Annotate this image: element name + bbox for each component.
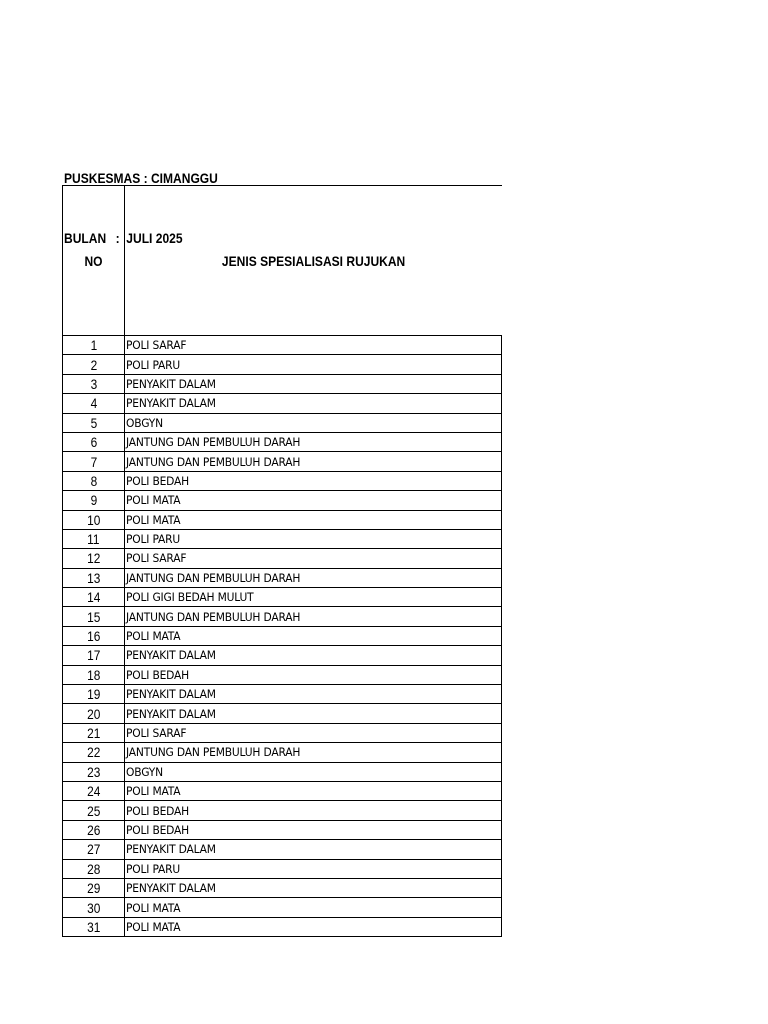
- row-number-cell: [63, 898, 125, 917]
- row-number-cell: [63, 878, 125, 897]
- table-row: [63, 743, 502, 762]
- row-number: 14: [86, 589, 101, 606]
- specialization-cell: [125, 529, 502, 548]
- table-row: [63, 820, 502, 839]
- row-number-cell: [63, 355, 125, 374]
- specialization-cell: [125, 355, 502, 374]
- row-number-cell: [63, 529, 125, 548]
- column-header-no-label: NO: [84, 252, 103, 269]
- specialization-name: PENYAKIT DALAM: [126, 881, 216, 896]
- specialization-cell: [125, 685, 502, 704]
- specialization-name: POLI MATA: [126, 900, 181, 915]
- row-number: 21: [86, 725, 101, 741]
- table-row: [63, 336, 502, 355]
- row-number-cell: [63, 859, 125, 878]
- specialization-cell: [125, 549, 502, 568]
- table-row: [63, 588, 502, 607]
- table-row: [63, 355, 502, 374]
- row-number: 30: [86, 899, 101, 916]
- specialization-name: POLI MATA: [126, 784, 181, 799]
- table-row: [63, 432, 502, 451]
- specialization-cell: [125, 781, 502, 800]
- row-number-cell: [63, 432, 125, 451]
- specialization-name: POLI GIGI BEDAH MULUT: [126, 590, 254, 605]
- specialization-cell: [125, 471, 502, 490]
- specialization-name: POLI BEDAH: [126, 803, 190, 818]
- row-number-cell: [63, 685, 125, 704]
- row-number-cell: [63, 471, 125, 490]
- table-row: [63, 607, 502, 626]
- specialization-name: PENYAKIT DALAM: [126, 706, 216, 721]
- table-row: [63, 374, 502, 393]
- row-number: 28: [86, 860, 101, 877]
- row-number: 9: [90, 492, 97, 509]
- column-header-no: [63, 186, 125, 336]
- puskesmas-value: CIMANGGU: [150, 170, 218, 186]
- specialization-cell: [125, 588, 502, 607]
- row-number: 31: [86, 918, 101, 935]
- row-number-cell: [63, 568, 125, 587]
- specialization-name: PENYAKIT DALAM: [126, 396, 216, 411]
- specialization-cell: [125, 432, 502, 451]
- row-number: 2: [90, 356, 97, 373]
- specialization-cell: [125, 840, 502, 859]
- row-number-cell: [63, 646, 125, 665]
- row-number: 20: [86, 705, 101, 722]
- specialization-name: POLI SARAF: [126, 551, 187, 566]
- column-header-jenis-label: JENIS SPESIALISASI RUJUKAN: [221, 252, 405, 269]
- row-number-cell: [63, 781, 125, 800]
- specialization-cell: [125, 452, 502, 471]
- specialization-name: JANTUNG DAN PEMBULUH DARAH: [126, 609, 301, 624]
- row-number: 15: [86, 608, 101, 625]
- row-number: 18: [86, 666, 101, 683]
- specialization-name: POLI BEDAH: [126, 822, 190, 837]
- row-number: 22: [86, 744, 101, 761]
- specialization-cell: [125, 646, 502, 665]
- bulan-separator: :: [115, 230, 127, 246]
- table-row: [63, 665, 502, 684]
- row-number-cell: [63, 665, 125, 684]
- row-number-cell: [63, 820, 125, 839]
- specialization-name: OBGYN: [126, 764, 163, 779]
- row-number-cell: [63, 743, 125, 762]
- row-number-cell: [63, 588, 125, 607]
- row-number-cell: [63, 374, 125, 393]
- row-number-cell: [63, 801, 125, 820]
- row-number-cell: [63, 394, 125, 413]
- row-number: 5: [90, 414, 97, 431]
- row-number-cell: [63, 491, 125, 510]
- specialization-cell: [125, 665, 502, 684]
- table-row: [63, 452, 502, 471]
- specialization-name: JANTUNG DAN PEMBULUH DARAH: [126, 570, 301, 585]
- row-number: 24: [86, 783, 101, 800]
- referral-table: [62, 185, 502, 937]
- row-number-cell: [63, 510, 125, 529]
- specialization-name: POLI BEDAH: [126, 473, 190, 488]
- specialization-cell: [125, 723, 502, 742]
- row-number: 27: [86, 841, 101, 858]
- table-row: [63, 878, 502, 897]
- specialization-name: PENYAKIT DALAM: [126, 687, 216, 702]
- specialization-cell: [125, 336, 502, 355]
- row-number-cell: [63, 413, 125, 432]
- specialization-name: POLI PARU: [126, 357, 181, 372]
- row-number: 1: [90, 337, 97, 354]
- table-row: [63, 685, 502, 704]
- table-row: [63, 646, 502, 665]
- specialization-name: JANTUNG DAN PEMBULUH DARAH: [126, 454, 301, 469]
- table-row: [63, 413, 502, 432]
- specialization-cell: [125, 491, 502, 510]
- puskesmas-separator: :: [140, 170, 151, 186]
- table-row: [63, 898, 502, 917]
- specialization-cell: [125, 510, 502, 529]
- specialization-cell: [125, 801, 502, 820]
- specialization-name: POLI PARU: [126, 532, 181, 547]
- table-row: [63, 781, 502, 800]
- row-number: 19: [86, 686, 101, 703]
- row-number-cell: [63, 626, 125, 645]
- table-row: [63, 801, 502, 820]
- table-row: [63, 549, 502, 568]
- row-number: 26: [86, 821, 101, 838]
- specialization-cell: [125, 704, 502, 723]
- specialization-name: PENYAKIT DALAM: [126, 842, 216, 857]
- specialization-cell: [125, 917, 502, 936]
- bulan-value: JULI 2025: [126, 230, 183, 246]
- specialization-cell: [125, 820, 502, 839]
- specialization-cell: [125, 568, 502, 587]
- row-number: 4: [90, 395, 97, 412]
- specialization-cell: [125, 374, 502, 393]
- row-number-cell: [63, 549, 125, 568]
- table-row: [63, 491, 502, 510]
- row-number-cell: [63, 704, 125, 723]
- specialization-name: POLI BEDAH: [126, 667, 190, 682]
- table-header-row: [63, 186, 502, 336]
- specialization-name: POLI MATA: [126, 629, 181, 644]
- row-number: 16: [86, 628, 101, 645]
- specialization-name: JANTUNG DAN PEMBULUH DARAH: [126, 745, 301, 760]
- table-row: [63, 762, 502, 781]
- row-number: 13: [86, 569, 101, 586]
- row-number-cell: [63, 723, 125, 742]
- table-row: [63, 859, 502, 878]
- row-number-cell: [63, 452, 125, 471]
- row-number: 7: [90, 453, 97, 470]
- table-row: [63, 394, 502, 413]
- row-number: 17: [86, 647, 101, 664]
- specialization-name: POLI MATA: [126, 919, 181, 934]
- specialization-cell: [125, 413, 502, 432]
- row-number-cell: [63, 840, 125, 859]
- specialization-name: PENYAKIT DALAM: [126, 376, 216, 391]
- specialization-cell: [125, 394, 502, 413]
- row-number: 23: [86, 763, 101, 780]
- specialization-name: POLI MATA: [126, 493, 181, 508]
- row-number: 10: [86, 511, 101, 528]
- column-header-jenis: [125, 186, 502, 336]
- specialization-cell: [125, 859, 502, 878]
- specialization-cell: [125, 762, 502, 781]
- table-row: [63, 626, 502, 645]
- table-row: [63, 568, 502, 587]
- row-number-cell: [63, 336, 125, 355]
- specialization-cell: [125, 743, 502, 762]
- row-number: 8: [90, 472, 97, 489]
- table-row: [63, 529, 502, 548]
- specialization-name: POLI SARAF: [126, 726, 187, 740]
- table-row: [63, 510, 502, 529]
- row-number: 6: [90, 434, 97, 451]
- row-number-cell: [63, 762, 125, 781]
- specialization-name: POLI PARU: [126, 861, 181, 876]
- table-row: [63, 840, 502, 859]
- table-body: [63, 336, 502, 937]
- table-row: [63, 917, 502, 936]
- row-number-cell: [63, 917, 125, 936]
- specialization-name: PENYAKIT DALAM: [126, 648, 216, 663]
- row-number: 11: [87, 531, 100, 548]
- row-number-cell: [63, 607, 125, 626]
- specialization-cell: [125, 607, 502, 626]
- specialization-name: POLI MATA: [126, 512, 181, 527]
- specialization-cell: [125, 898, 502, 917]
- specialization-name: JANTUNG DAN PEMBULUH DARAH: [126, 435, 301, 450]
- row-number: 12: [86, 550, 101, 567]
- puskesmas-label: PUSKESMAS: [64, 170, 141, 186]
- specialization-name: POLI SARAF: [126, 338, 187, 353]
- table-row: [63, 723, 502, 742]
- row-number: 3: [90, 375, 97, 392]
- bulan-label: BULAN: [64, 230, 107, 246]
- specialization-cell: [125, 626, 502, 645]
- table-row: [63, 704, 502, 723]
- specialization-cell: [125, 878, 502, 897]
- specialization-name: OBGYN: [126, 415, 163, 430]
- row-number: 25: [86, 802, 101, 819]
- row-number: 29: [86, 880, 101, 897]
- table-row: [63, 471, 502, 490]
